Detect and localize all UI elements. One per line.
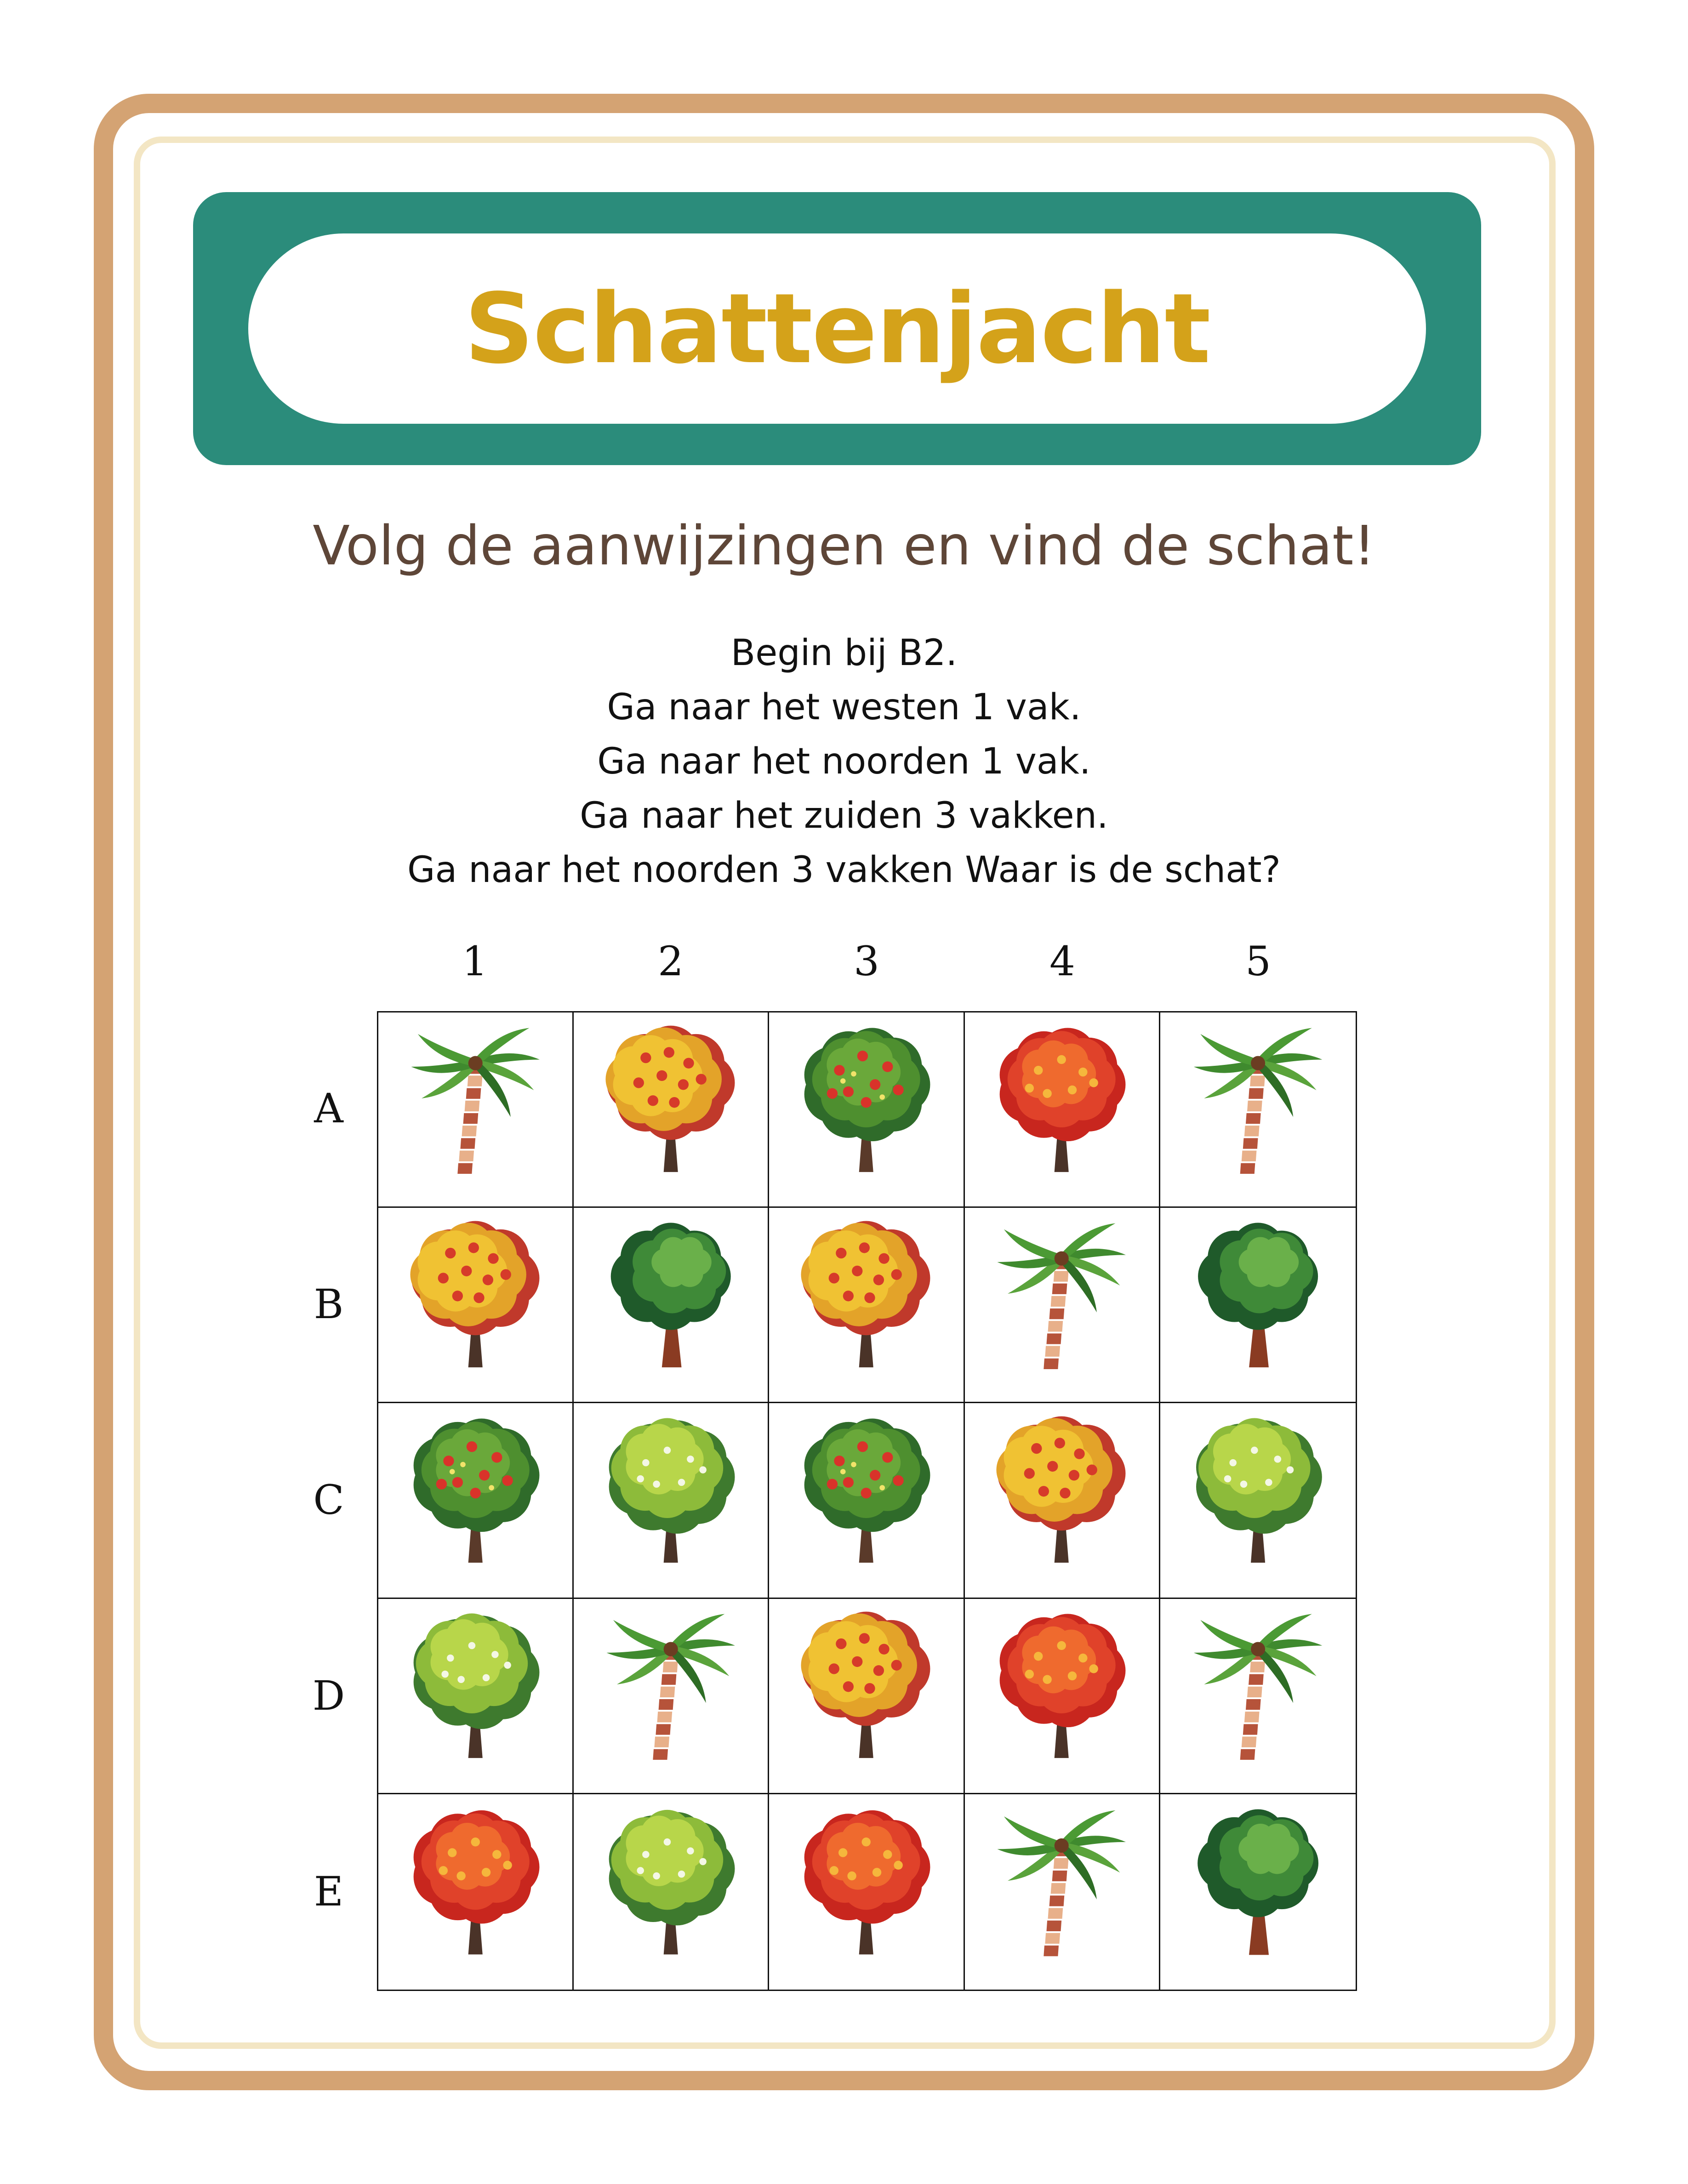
- grid-cell-e3: [769, 1794, 964, 1990]
- orange-fruit-tree-icon: [972, 1411, 1151, 1589]
- instructions: [0, 626, 1688, 897]
- grid-cell-b1: [378, 1208, 574, 1403]
- lime-blossom-tree-icon: [1168, 1411, 1348, 1589]
- row-label-e: E: [314, 1868, 344, 1915]
- grid-cell-c3: [769, 1403, 964, 1598]
- green-bushy-tree-icon: [1168, 1802, 1348, 1982]
- green-apple-tree-icon: [386, 1411, 565, 1589]
- palm-tree-icon: [972, 1802, 1151, 1982]
- palm-tree-icon: [1168, 1020, 1348, 1199]
- palm-tree-icon: [1168, 1606, 1348, 1785]
- grid-cell-e4: [965, 1794, 1160, 1990]
- grid-cell-a4: [965, 1012, 1160, 1208]
- row-label-a: A: [314, 1085, 343, 1132]
- grid-cell-c4: [965, 1403, 1160, 1598]
- grid-cell-b3: [769, 1208, 964, 1403]
- grid-cell-a3: [769, 1012, 964, 1208]
- red-autumn-tree-icon: [972, 1020, 1151, 1199]
- row-label-b: B: [314, 1280, 344, 1328]
- page-title: Schattenjacht: [464, 272, 1210, 385]
- grid-cell-d4: [965, 1599, 1160, 1794]
- green-apple-tree-icon: [777, 1020, 955, 1199]
- palm-tree-icon: [972, 1216, 1151, 1394]
- orange-fruit-tree-icon: [582, 1020, 760, 1199]
- grid-cell-a5: [1160, 1012, 1356, 1208]
- grid-cell-b5: [1160, 1208, 1356, 1403]
- lime-blossom-tree-icon: [582, 1802, 760, 1982]
- grid-cell-e2: [574, 1794, 769, 1990]
- page-subtitle: Volg de aanwijzingen en vind de schat!: [313, 514, 1375, 577]
- instruction-line: Ga naar het westen 1 vak.: [607, 687, 1081, 728]
- instruction-line: Ga naar het noorden 1 vak.: [597, 741, 1091, 782]
- lime-blossom-tree-icon: [582, 1411, 760, 1589]
- grid-cell-b4: [965, 1208, 1160, 1403]
- green-bushy-tree-icon: [1168, 1216, 1348, 1394]
- red-autumn-tree-icon: [972, 1606, 1151, 1785]
- grid-cell-d5: [1160, 1599, 1356, 1794]
- green-bushy-tree-icon: [582, 1216, 760, 1394]
- column-label-1: 1: [462, 938, 488, 985]
- grid-cell-d3: [769, 1599, 964, 1794]
- orange-fruit-tree-icon: [386, 1216, 565, 1394]
- row-label-c: C: [313, 1476, 344, 1524]
- grid-cell-b2: [574, 1208, 769, 1403]
- grid-cell-a1: [378, 1012, 574, 1208]
- column-label-5: 5: [1245, 938, 1271, 985]
- grid-cell-d2: [574, 1599, 769, 1794]
- green-apple-tree-icon: [777, 1411, 955, 1589]
- grid-cell-e5: [1160, 1794, 1356, 1990]
- grid-cell-a2: [574, 1012, 769, 1208]
- grid-cell-e1: [378, 1794, 574, 1990]
- instruction-line: Ga naar het zuiden 3 vakken.: [580, 795, 1108, 836]
- grid-cell-c5: [1160, 1403, 1356, 1598]
- instruction-line: Ga naar het noorden 3 vakken Waar is de schat?: [407, 849, 1281, 891]
- lime-blossom-tree-icon: [386, 1606, 565, 1785]
- title-pill: [248, 233, 1426, 424]
- column-label-2: 2: [658, 938, 684, 985]
- palm-tree-icon: [582, 1606, 760, 1785]
- red-autumn-tree-icon: [386, 1802, 565, 1982]
- treasure-grid: [377, 1011, 1357, 1991]
- column-label-3: 3: [854, 938, 879, 985]
- red-autumn-tree-icon: [777, 1802, 955, 1982]
- orange-fruit-tree-icon: [777, 1216, 955, 1394]
- grid-cell-c2: [574, 1403, 769, 1598]
- column-label-4: 4: [1049, 938, 1075, 985]
- instruction-line: Begin bij B2.: [730, 632, 958, 674]
- grid-cell-c1: [378, 1403, 574, 1598]
- orange-fruit-tree-icon: [777, 1606, 955, 1785]
- grid-cell-d1: [378, 1599, 574, 1794]
- palm-tree-icon: [386, 1020, 565, 1199]
- row-label-d: D: [312, 1672, 345, 1719]
